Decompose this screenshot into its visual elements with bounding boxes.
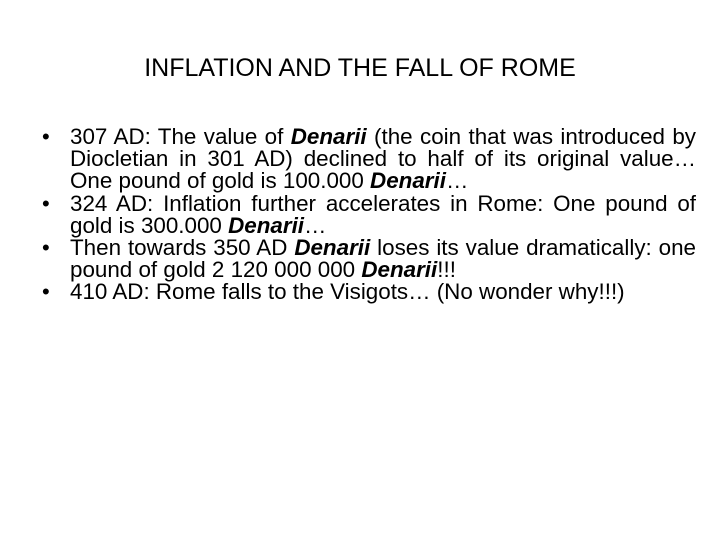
bullet-text: … [304, 212, 327, 238]
bullet-text: Then towards 350 AD [70, 235, 295, 261]
bullet-text: 307 AD: The value of [70, 124, 291, 149]
bullet-marker: • [42, 235, 50, 261]
bullet-marker: • [42, 279, 50, 305]
bullet-text: … [445, 168, 469, 194]
bullet-text: (the coin that was introduced by Diocletian in 301 AD) declined to half of its original value… One pound of gold is 100.000 [70, 124, 697, 194]
denarii-term: Denarii [294, 235, 371, 261]
bullet-item-410 [36, 281, 696, 303]
denarii-term: Denarii [290, 124, 367, 149]
denarii-term: Denarii [228, 212, 305, 238]
slide-title: INFLATION AND THE FALL OF ROME [144, 54, 576, 82]
bullet-item-350 [36, 237, 696, 281]
bullet-text: 324 AD: Inflation further accelerates in Rome: One pound of gold is 300.000 [70, 190, 696, 238]
bullet-item-307 [36, 126, 696, 193]
bullet-marker: • [42, 124, 50, 149]
bullet-list [36, 126, 696, 304]
denarii-term: Denarii [361, 257, 438, 283]
bullet-text: 410 AD: Rome falls to the Visigots… (No wonder why!!!) [70, 279, 625, 305]
bullet-text: !!! [437, 257, 456, 283]
denarii-term: Denarii [370, 168, 446, 194]
bullet-item-324 [36, 190, 696, 238]
bullet-text: loses its value dramatically: one pound of gold 2 120 000 000 [70, 235, 697, 283]
bullet-marker: • [42, 190, 50, 216]
